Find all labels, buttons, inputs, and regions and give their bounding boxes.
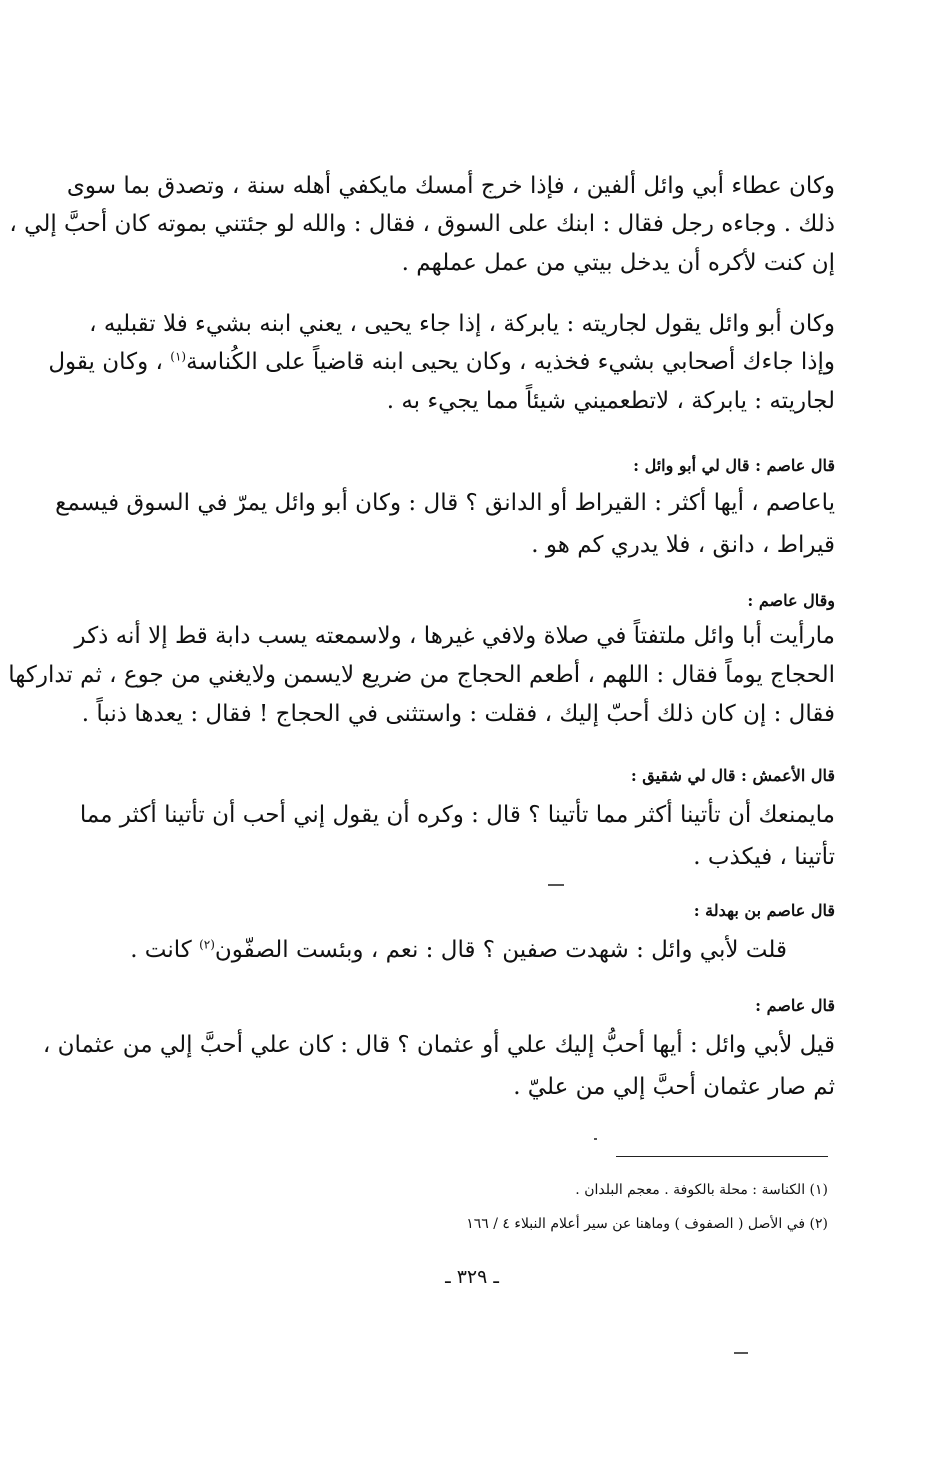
section-heading: قال عاصم : قال لي أبو وائل : [633, 456, 835, 475]
section-heading: قال عاصم بن بهدلة : [693, 901, 835, 920]
scan-speck [594, 1138, 597, 1140]
paragraph-2 [48, 306, 835, 421]
paragraph-1 [9, 168, 835, 278]
text-line: الحجاج يوماً فقال : اللهم ، أطعم الحجاج من ضريع لايسمن ولايغني من جوع ، ثم تداركها [8, 662, 835, 688]
section-amash [79, 765, 835, 880]
section-asim-bahdala [130, 900, 835, 970]
section-asim-2 [8, 590, 835, 750]
footnote-2: (٢) في الأصل ( الصفوف ) وماهنا عن سير أعلام النبلاء ٤ / ١٦٦ [466, 1216, 828, 1232]
text-line: وكان أبو وائل يقول لجاريته : يابركة ، إذا جاء يحيى ، يعني ابنه بشيء فلا تقبليه ، [89, 311, 835, 337]
text-line: مارأيت أبا وائل ملتفتاً في صلاة ولافي غيرها ، ولاسمعته يسب دابة قط إلا أنه ذكر [74, 623, 835, 649]
text-line: قيراط ، دانق ، فلا يدري كم هو . [531, 532, 835, 558]
section-heading: وقال عاصم : [747, 591, 835, 610]
scan-speck [548, 884, 564, 886]
text-line: لجاريته : يابركة ، لاتطعميني شيئاً مما يجيء به . [386, 388, 835, 414]
footnote-ref-2[interactable]: (٢) [199, 937, 215, 952]
text-segment: كانت . [130, 937, 192, 963]
text-line: وكان عطاء أبي وائل ألفين ، فإذا خرج أمسك مايكفي أهله سنة ، وتصدق بما سوى [66, 173, 835, 199]
text-line: ذلك . وجاءه رجل فقال : ابنك على السوق ، فقال : والله لو جئتني بموته كان أحبَّ إلي ، [9, 211, 835, 237]
text-line: إن كنت لأكره أن يدخل بيتي من عمل عملهم . [401, 250, 835, 276]
scan-speck [734, 1352, 748, 1354]
text-line: ياعاصم ، أيها أكثر : القيراط أو الدانق ؟ قال : وكان أبو وائل يمرّ في السوق فيسمع [55, 490, 835, 516]
text-line: تأتينا ، فيكذب . [693, 844, 835, 870]
section-heading: قال عاصم : [755, 996, 835, 1015]
footnote-ref-1[interactable]: (١) [170, 349, 187, 364]
section-asim-3 [42, 995, 835, 1110]
text-line: فقال : إن كان ذلك أحبّ إليك ، فقلت : واستثنى في الحجاج ! فقال : يعدها ذنباً . [81, 701, 835, 727]
text-segment: وإذا جاءك أصحابي بشيء فخذيه ، وكان يحيى ابنه قاضياً على الكُناسة [186, 349, 835, 375]
text-line: مايمنعك أن تأتينا أكثر مما تأتينا ؟ قال : وكره أن يقول إني أحب أن تأتينا أكثر مما [79, 802, 835, 828]
text-segment: قلت لأبي وائل : شهدت صفين ؟ قال : نعم ، وبئست الصفّون [214, 937, 787, 963]
footnote-1: (١) الكناسة : محلة بالكوفة . معجم البلدان . [575, 1182, 828, 1198]
footnote-divider [616, 1156, 828, 1157]
text-segment: ، وكان يقول [48, 349, 163, 375]
section-asim-1 [55, 455, 835, 575]
text-line [130, 932, 835, 968]
text-line [48, 344, 835, 380]
text-line: ثم صار عثمان أحبَّ إلي من عليّ . [513, 1074, 835, 1100]
page-number: ـ ٣٢٩ ـ [445, 1266, 499, 1288]
section-heading: قال الأعمش : قال لي شقيق : [630, 766, 835, 785]
text-line: قيل لأبي وائل : أيها أحبُّ إليك علي أو عثمان ؟ قال : كان علي أحبَّ إلي من عثمان ، [42, 1032, 835, 1058]
